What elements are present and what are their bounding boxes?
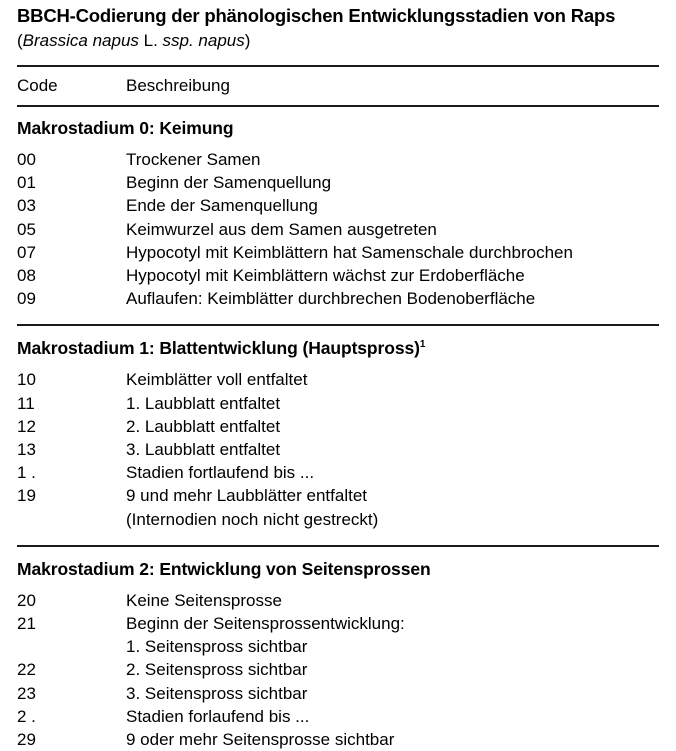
spacer bbox=[17, 547, 659, 558]
row-description: Keimblätter voll entfaltet bbox=[126, 370, 308, 390]
section-heading-label: Makrostadium 2: Entwicklung von Seitensprossen bbox=[17, 558, 431, 579]
row-description: 2. Laubblatt entfaltet bbox=[126, 416, 281, 436]
table-row bbox=[17, 368, 659, 391]
row-code: 05 bbox=[17, 219, 36, 239]
row-code: 01 bbox=[17, 173, 36, 193]
row-code: 20 bbox=[17, 590, 36, 610]
table-row bbox=[17, 264, 659, 287]
row-code: 22 bbox=[17, 660, 36, 680]
subtitle-species: Brassica napus bbox=[22, 31, 139, 50]
row-code: 09 bbox=[17, 289, 36, 309]
row-description: Beginn der Samenquellung bbox=[126, 173, 332, 193]
row-description: (Internodien noch nicht gestreckt) bbox=[126, 509, 379, 529]
row-code: 13 bbox=[17, 440, 36, 460]
spacer bbox=[17, 326, 659, 337]
table-row bbox=[17, 508, 659, 531]
table-row bbox=[17, 705, 659, 728]
row-description: 2. Seitenspross sichtbar bbox=[126, 660, 308, 680]
table-row bbox=[17, 194, 659, 217]
section-rows bbox=[17, 368, 659, 530]
column-header-code: Code bbox=[17, 76, 58, 95]
table-row bbox=[17, 635, 659, 658]
row-code: 2 . bbox=[17, 706, 36, 726]
row-code: 00 bbox=[17, 150, 36, 169]
table-section bbox=[17, 117, 659, 310]
section-rows bbox=[17, 148, 659, 310]
table-row bbox=[17, 287, 659, 310]
row-description: Beginn der Seitensprossentwicklung: bbox=[126, 614, 405, 634]
row-code: 12 bbox=[17, 416, 36, 436]
document-subtitle bbox=[17, 27, 659, 52]
column-header-description: Beschreibung bbox=[126, 76, 230, 95]
table-row bbox=[17, 682, 659, 705]
table-row bbox=[17, 241, 659, 264]
row-code: 08 bbox=[17, 266, 36, 286]
row-description: Hypocotyl mit Keimblättern wächst zur Erdoberfläche bbox=[126, 266, 525, 286]
row-code: 21 bbox=[17, 614, 36, 634]
row-description: Stadien forlaufend bis ... bbox=[126, 706, 310, 726]
table-row bbox=[17, 148, 659, 171]
table-row bbox=[17, 461, 659, 484]
table-sections bbox=[17, 117, 659, 751]
spacer bbox=[17, 107, 659, 117]
row-description: Stadien fortlaufend bis ... bbox=[126, 463, 315, 483]
section-heading-label: Makrostadium 0: Keimung bbox=[17, 118, 234, 138]
table-row bbox=[17, 612, 659, 635]
subtitle-open-paren: ( bbox=[17, 31, 23, 50]
table-row bbox=[17, 728, 659, 751]
row-description: Auflaufen: Keimblätter durchbrechen Bodenoberfläche bbox=[126, 289, 536, 309]
row-description: 1. Laubblatt entfaltet bbox=[126, 393, 281, 413]
table-row bbox=[17, 392, 659, 415]
footnote-marker: 1 bbox=[419, 339, 426, 351]
row-description: 3. Laubblatt entfaltet bbox=[126, 440, 281, 460]
row-code: 07 bbox=[17, 242, 36, 262]
row-code: 1 . bbox=[17, 463, 36, 483]
table-section bbox=[17, 337, 659, 530]
table-row bbox=[17, 438, 659, 461]
subtitle-subspecies: ssp. napus bbox=[162, 31, 245, 50]
row-description: Trockener Samen bbox=[126, 150, 261, 169]
row-code: 29 bbox=[17, 730, 36, 750]
section-heading bbox=[17, 337, 659, 368]
section-heading bbox=[17, 117, 659, 148]
table-row bbox=[17, 484, 659, 507]
row-description: 9 und mehr Laubblätter entfaltet bbox=[126, 486, 367, 506]
row-description: 1. Seitenspross sichtbar bbox=[126, 637, 308, 657]
table-row bbox=[17, 658, 659, 681]
page-title: BBCH-Codierung der phänologischen Entwicklungsstadien von Raps bbox=[17, 5, 616, 26]
table-header-row bbox=[17, 75, 659, 96]
row-code: 11 bbox=[17, 393, 35, 413]
row-code: 03 bbox=[17, 196, 36, 216]
row-code: 23 bbox=[17, 683, 36, 703]
row-description: Ende der Samenquellung bbox=[126, 196, 318, 216]
section-heading bbox=[17, 558, 659, 589]
row-description: Hypocotyl mit Keimblättern hat Samenschale durchbrochen bbox=[126, 242, 573, 262]
row-code: 10 bbox=[17, 370, 36, 390]
spacer bbox=[17, 531, 659, 545]
row-description: Keine Seitensprosse bbox=[126, 590, 282, 610]
spacer bbox=[17, 52, 659, 65]
subtitle-close-paren: ) bbox=[244, 31, 251, 50]
section-rows bbox=[17, 589, 659, 751]
row-description: 9 oder mehr Seitensprosse sichtbar bbox=[126, 730, 395, 750]
table-row bbox=[17, 171, 659, 194]
subtitle-authority: L. bbox=[138, 31, 163, 50]
table-section bbox=[17, 558, 659, 751]
row-code: 19 bbox=[17, 486, 36, 506]
spacer bbox=[17, 96, 659, 105]
table-row bbox=[17, 218, 659, 241]
section-heading-label: Makrostadium 1: Blattentwicklung (Hauptspross) bbox=[17, 338, 420, 359]
row-description: 3. Seitenspross sichtbar bbox=[126, 683, 308, 703]
spacer bbox=[17, 67, 659, 75]
row-description: Keimwurzel aus dem Samen ausgetreten bbox=[126, 219, 437, 239]
spacer bbox=[17, 310, 659, 324]
table-row bbox=[17, 415, 659, 438]
table-row bbox=[17, 589, 659, 612]
